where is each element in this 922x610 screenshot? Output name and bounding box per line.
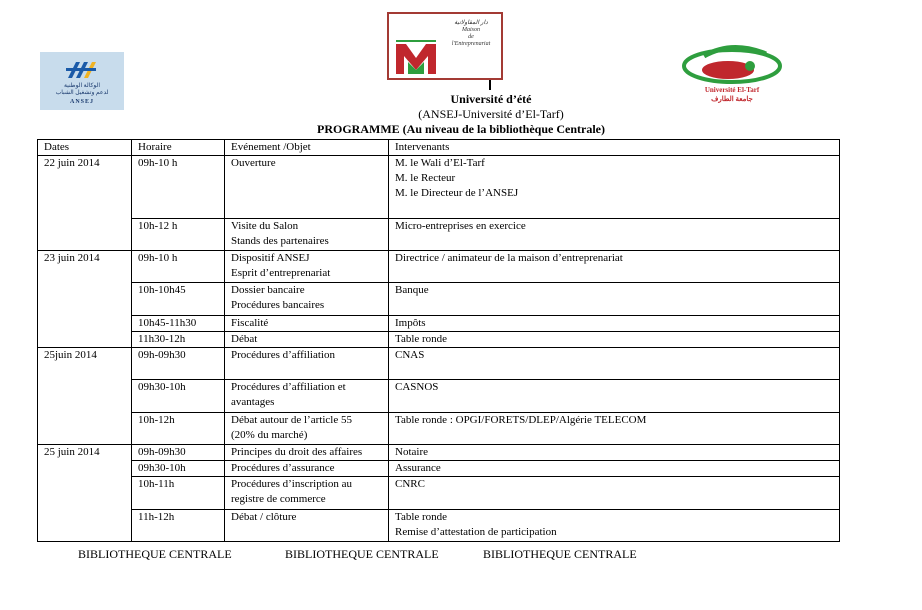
intervenants-line: Impôts: [395, 317, 426, 329]
intervenants-line: Table ronde : OPGI/FORETS/DLEP/Algérie TELECOM: [395, 414, 647, 426]
evenement-cell: [225, 332, 389, 348]
universite-emblem-icon: [680, 42, 784, 86]
intervenants-line: CNRC: [395, 478, 425, 490]
maison-m-icon: [394, 36, 438, 76]
intervenants-line: M. le Wali d’El-Tarf: [395, 157, 485, 169]
horaire-cell: 10h-11h: [132, 477, 225, 510]
maison-text-1: دار المقاولاتية: [454, 20, 488, 26]
programme-table: [37, 139, 840, 542]
intervenants-cell: [389, 332, 840, 348]
evenement-cell: [225, 219, 389, 251]
intervenants-cell: [389, 316, 840, 332]
horaire-cell: 09h30-10h: [132, 380, 225, 413]
intervenants-cell: [389, 219, 840, 251]
table-row: [38, 283, 840, 316]
logo-divider: [489, 80, 491, 90]
maison-entrepreneuriat-logo: [387, 12, 503, 80]
evenement-line: (20% du marché): [231, 429, 308, 441]
evenement-line: Procédures d’affiliation: [231, 349, 335, 361]
evenement-line: Esprit d’entreprenariat: [231, 267, 331, 279]
page-subtitle: (ANSEJ-Université d’El-Tarf): [418, 107, 564, 121]
table-row: [38, 380, 840, 413]
evenement-line: registre de commerce: [231, 493, 326, 505]
horaire-cell: 09h-09h30: [132, 445, 225, 461]
intervenants-line: Directrice / animateur de la maison d’entreprenariat: [395, 252, 623, 264]
intervenants-line: Assurance: [395, 462, 441, 474]
footer-label: BIBLIOTHEQUE CENTRALE: [78, 547, 232, 561]
evenement-line: Débat / clôture: [231, 511, 297, 523]
evenement-cell: [225, 445, 389, 461]
column-header: Horaire: [132, 140, 225, 156]
horaire-cell: 10h-12h: [132, 413, 225, 445]
evenement-cell: [225, 510, 389, 542]
evenement-line: Visite du Salon: [231, 220, 299, 232]
horaire-cell: 10h-12 h: [132, 219, 225, 251]
evenement-line: Dossier bancaire: [231, 284, 305, 296]
intervenants-cell: [389, 380, 840, 413]
table-row: [38, 251, 840, 283]
horaire-cell: 11h30-12h: [132, 332, 225, 348]
evenement-line: Procédures bancaires: [231, 299, 325, 311]
evenement-cell: [225, 413, 389, 445]
evenement-line: Principes du droit des affaires: [231, 446, 363, 458]
intervenants-line: Banque: [395, 284, 429, 296]
intervenants-line: M. le Directeur de l’ANSEJ: [395, 187, 519, 199]
evenement-cell: [225, 156, 389, 219]
intervenants-cell: [389, 461, 840, 477]
evenement-line: Procédures d’inscription au: [231, 478, 352, 490]
table-row: [38, 510, 840, 542]
evenement-line: Stands des partenaires: [231, 235, 329, 247]
date-cell: 25juin 2014: [38, 348, 132, 445]
table-row: [38, 477, 840, 510]
evenement-line: Fiscalité: [231, 317, 269, 329]
intervenants-cell: [389, 413, 840, 445]
horaire-cell: 09h-10 h: [132, 251, 225, 283]
intervenants-cell: [389, 251, 840, 283]
intervenants-cell: [389, 445, 840, 461]
evenement-cell: [225, 316, 389, 332]
intervenants-line: CASNOS: [395, 381, 439, 393]
page-title: Université d’été: [450, 92, 532, 106]
evenement-cell: [225, 348, 389, 380]
evenement-line: Procédures d’assurance: [231, 462, 335, 474]
maison-text-4: l'Entreprenariat: [451, 41, 491, 47]
intervenants-line: Table ronde: [395, 511, 448, 523]
date-cell: 23 juin 2014: [38, 251, 132, 348]
evenement-line: Dispositif ANSEJ: [231, 252, 310, 264]
intervenants-cell: [389, 156, 840, 219]
maison-text-3: de: [468, 34, 474, 40]
universite-name: Université El-Tarf: [704, 86, 760, 94]
horaire-cell: 09h30-10h: [132, 461, 225, 477]
intervenants-line: M. le Recteur: [395, 172, 456, 184]
intervenants-line: Micro-entreprises en exercice: [395, 220, 526, 232]
horaire-cell: 11h-12h: [132, 510, 225, 542]
intervenants-cell: [389, 348, 840, 380]
table-header-row: [38, 140, 840, 156]
evenement-line: Procédures d’affiliation et: [231, 381, 346, 393]
table-row: [38, 316, 840, 332]
ansej-mark-icon: [64, 56, 98, 82]
evenement-cell: [225, 461, 389, 477]
evenement-line: Débat autour de l’article 55: [231, 414, 352, 426]
intervenants-line: Remise d’attestation de participation: [395, 526, 557, 538]
table-row: [38, 445, 840, 461]
table-row: [38, 413, 840, 445]
column-header: Evénement /Objet: [225, 140, 389, 156]
footer-label: BIBLIOTHEQUE CENTRALE: [285, 547, 439, 561]
date-cell: 25 juin 2014: [38, 445, 132, 542]
maison-text-2: Maison: [462, 27, 480, 33]
ansej-arabic-2: لدعم وتشغيل الشباب: [55, 90, 109, 96]
horaire-cell: 09h-09h30: [132, 348, 225, 380]
evenement-cell: [225, 380, 389, 413]
evenement-cell: [225, 283, 389, 316]
table-row: [38, 332, 840, 348]
horaire-cell: 10h45-11h30: [132, 316, 225, 332]
ansej-latin: ANSEJ: [69, 99, 94, 105]
evenement-line: avantages: [231, 396, 275, 408]
column-header: Intervenants: [389, 140, 840, 156]
table-row: [38, 156, 840, 219]
horaire-cell: 10h-10h45: [132, 283, 225, 316]
table-row: [38, 348, 840, 380]
table-row: [38, 461, 840, 477]
column-header: Dates: [38, 140, 132, 156]
programme-heading: PROGRAMME (Au niveau de la bibliothèque Centrale): [317, 122, 605, 136]
footer-label: BIBLIOTHEQUE CENTRALE: [483, 547, 637, 561]
date-cell: 22 juin 2014: [38, 156, 132, 251]
evenement-line: Débat: [231, 333, 258, 345]
evenement-cell: [225, 251, 389, 283]
ansej-arabic-1: الوكالة الوطنية: [63, 83, 101, 89]
intervenants-line: Table ronde: [395, 333, 448, 345]
evenement-cell: [225, 477, 389, 510]
universite-arabic: جامعة الطارف: [711, 95, 753, 103]
intervenants-cell: [389, 477, 840, 510]
intervenants-cell: [389, 283, 840, 316]
table-row: [38, 219, 840, 251]
evenement-line: Ouverture: [231, 157, 276, 169]
intervenants-line: Notaire: [395, 446, 428, 458]
horaire-cell: 09h-10 h: [132, 156, 225, 219]
intervenants-cell: [389, 510, 840, 542]
intervenants-line: CNAS: [395, 349, 425, 361]
